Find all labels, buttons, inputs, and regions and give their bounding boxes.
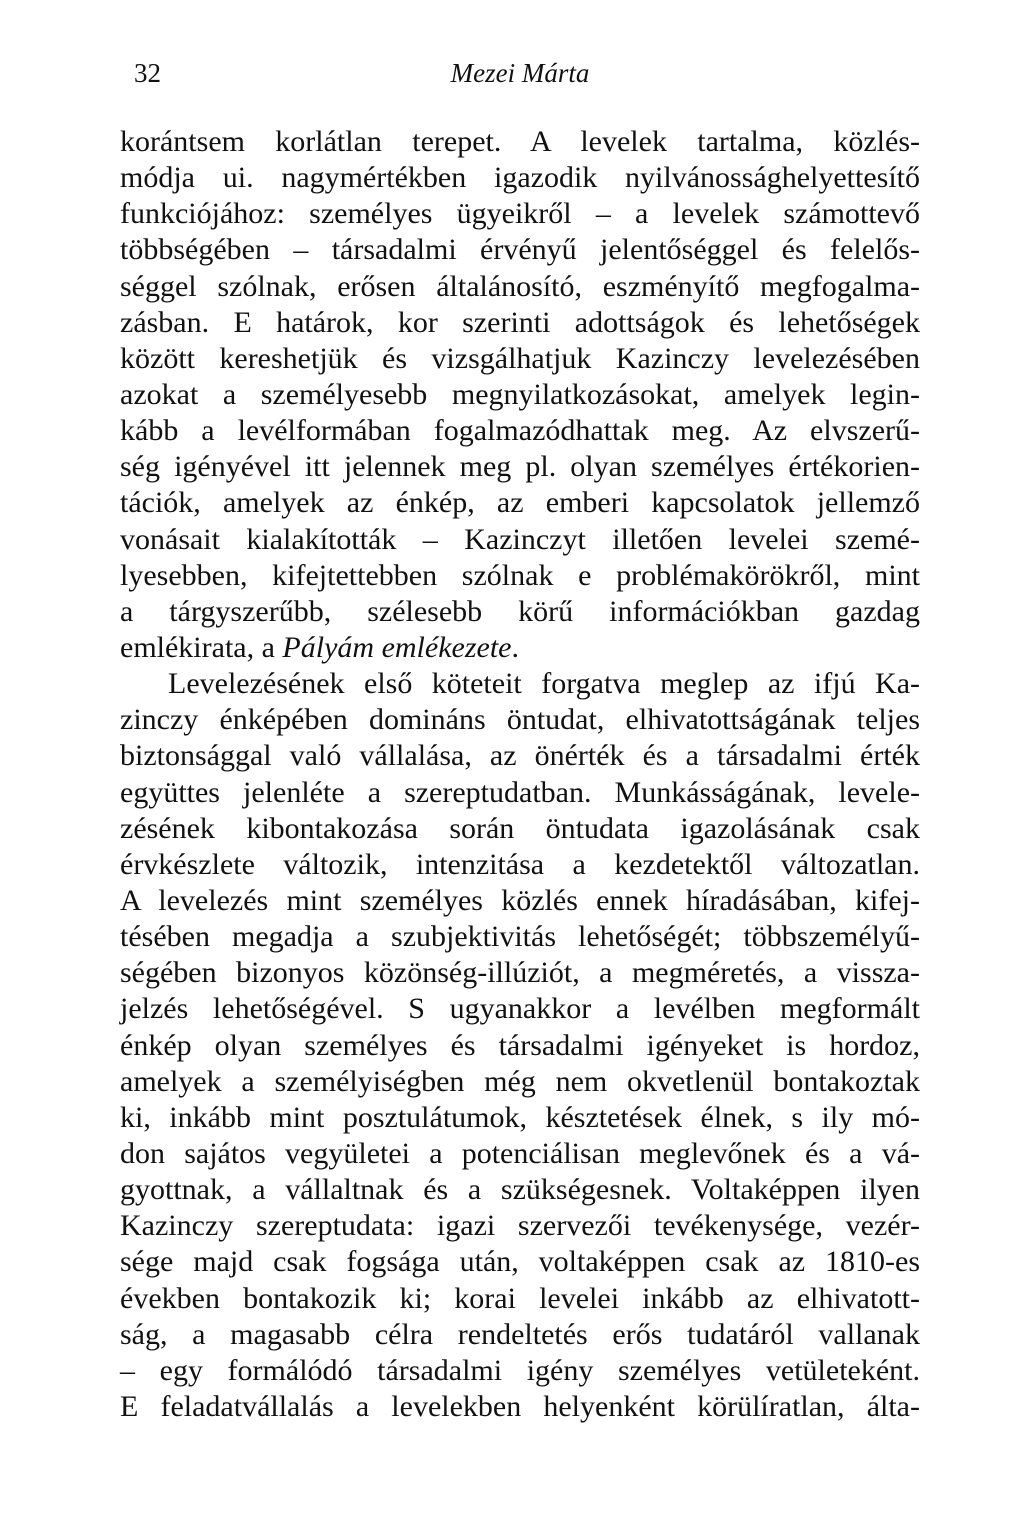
body-text: [120, 124, 920, 1425]
text-line: a tárgyszerűbb, szélesebb körű információkban gazdag: [120, 594, 920, 628]
text-line: kább a levélformában fogalmazódhattak meg. Az elvszerű-: [120, 414, 920, 448]
text-line: zésének kibontakozása során öntudata igazolásának csak: [120, 811, 920, 845]
book-title: Pályám emlékezete: [282, 630, 512, 664]
text-line: jelzés lehetőségével. S ugyanakkor a levélben megformált: [120, 992, 920, 1026]
text-line: között kereshetjük és vizsgálhatjuk Kazinczy levelezésében: [120, 341, 920, 375]
paragraph: [120, 666, 920, 1425]
text-line: sége majd csak fogsága után, voltaképpen csak az 1810-es: [120, 1245, 920, 1279]
text-line: biztonsággal való vállalása, az önérték és a társadalmi érték: [120, 739, 920, 773]
text-line: módja ui. nagymértékben igazodik nyilvánossághelyettesítő: [120, 161, 920, 195]
text-line: években bontakozik ki; korai levelei inkább az elhivatott-: [120, 1281, 920, 1315]
text-line: A levelezés mint személyes közlés ennek híradásában, kifej-: [120, 883, 920, 917]
text-line: együttes jelenléte a szereptudatban. Munkásságának, levele-: [120, 775, 920, 809]
text-line: funkciójához: személyes ügyeikről – a levelek számottevő: [120, 197, 920, 231]
paragraph: [120, 124, 920, 666]
text-line: [120, 630, 920, 666]
text-line: tációk, amelyek az énkép, az emberi kapcsolatok jellemző: [120, 486, 920, 520]
text-line: amelyek a személyiségben még nem okvetlenül bontakoztak: [120, 1064, 920, 1098]
text-line: séggel szólnak, erősen általánosító, eszményítő megfogalma-: [120, 269, 920, 303]
page-number: 32: [134, 58, 161, 88]
text-line: érvkészlete változik, intenzitása a kezdetektől változatlan.: [120, 847, 920, 881]
text-line: don sajátos vegyületei a potenciálisan meglevőnek és a vá-: [120, 1136, 920, 1170]
text-line: zinczy énképében domináns öntudat, elhivatottságának teljes: [120, 703, 920, 737]
text-line: – egy formálódó társadalmi igény személyes vetületeként.: [120, 1353, 920, 1387]
text-line: ki, inkább mint posztulátumok, késztetések élnek, s ily mó-: [120, 1100, 920, 1134]
running-head: Mezei Márta: [450, 58, 590, 88]
text-fragment: emlékirata, a: [120, 630, 283, 664]
text-line: többségében – társadalmi érvényű jelentőséggel és felelős-: [120, 233, 920, 267]
text-line: E feladatvállalás a levelekben helyenként körülíratlan, álta-: [120, 1389, 920, 1423]
page-header: [120, 58, 920, 94]
text-line: Levelezésének első köteteit forgatva meglep az ifjú Ka-: [168, 667, 920, 701]
text-line: gyottnak, a vállaltnak és a szükségesnek. Voltaképpen ilyen: [120, 1173, 920, 1207]
text-line: ség igényével itt jelennek meg pl. olyan személyes értékorien-: [120, 450, 920, 484]
text-line: zásban. E határok, kor szerinti adottságok és lehetőségek: [120, 305, 920, 339]
text-line: Kazinczy szereptudata: igazi szervezői tevékenysége, vezér-: [120, 1209, 920, 1243]
text-line: vonásait kialakították – Kazinczyt illetően levelei szemé-: [120, 522, 920, 556]
text-line: lyesebben, kifejtettebben szólnak e problémakörökről, mint: [120, 558, 920, 592]
text-fragment: .: [511, 630, 519, 664]
text-line: ság, a magasabb célra rendeltetés erős tudatáról vallanak: [120, 1317, 920, 1351]
text-line: ségében bizonyos közönség-illúziót, a megméretés, a vissza-: [120, 956, 920, 990]
text-line: énkép olyan személyes és társadalmi igényeket is hordoz,: [120, 1028, 920, 1062]
text-line: korántsem korlátlan terepet. A levelek tartalma, közlés-: [120, 125, 920, 158]
text-line: tésében megadja a szubjektivitás lehetőségét; többszemélyű-: [120, 920, 920, 954]
text-line: azokat a személyesebb megnyilatkozásokat, amelyek legin-: [120, 377, 920, 411]
